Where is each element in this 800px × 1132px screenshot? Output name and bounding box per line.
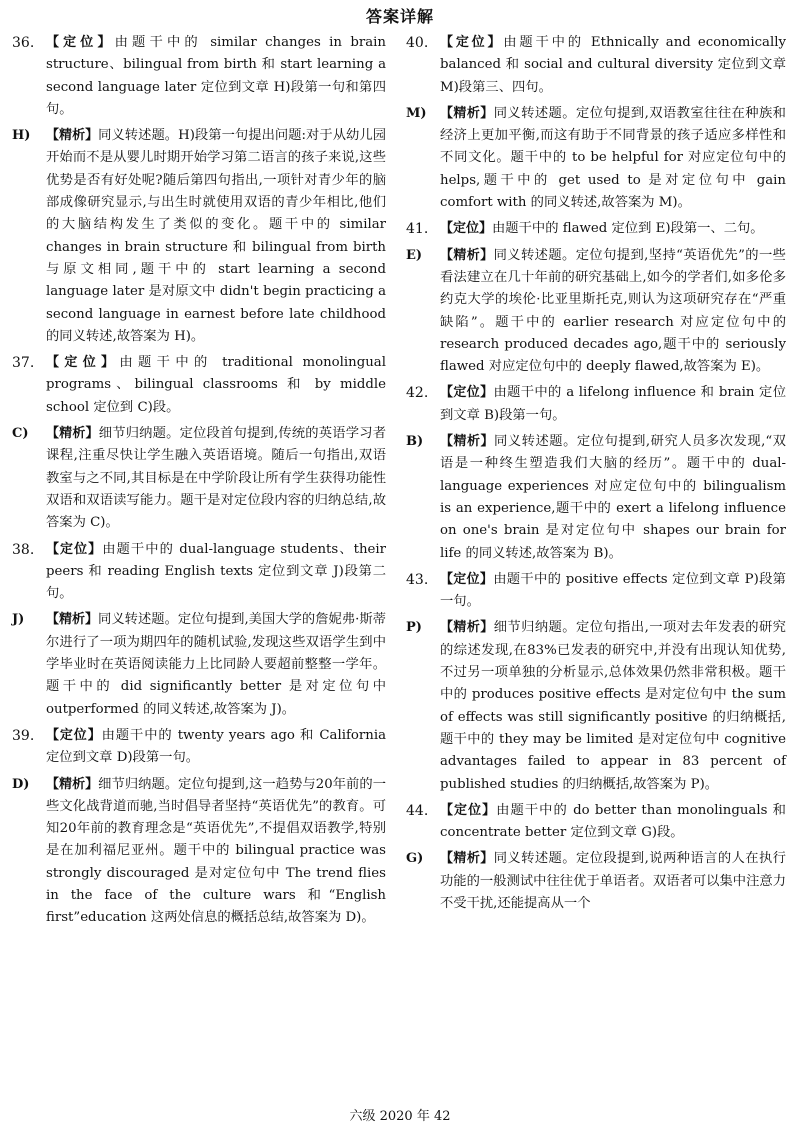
locate-tag: 【定位】 [440,35,504,50]
locate-tag: 【定位】 [440,385,494,401]
answer-entry [12,725,386,770]
entry-text: 细节归纳题。定位句提到,这一趋势与20年前的一些文化战背道而驰,当时倡导者坚持“英语优先”的教育。可知20年前的教育理念是“英语优先”,不提倡双语教学,特别是在加利福尼亚州。题干中的 bilingual practice was strongly discouraged 是对定位句中 The trend flies in the face of the culture wars 和“English first”education 这两处信息的概括总结,故答案为 D)。 [46,776,386,926]
page-title: 答案详解 [365,7,434,26]
question-number: 43. [406,571,429,588]
answer-entry [12,352,386,419]
answer-entry [406,218,786,240]
left-column [12,32,386,934]
question-number: 41. [406,221,429,238]
question-number: 44. [406,802,429,819]
analysis-tag: 【精析】 [440,620,494,636]
answer-entry [406,245,786,379]
answer-entry [406,617,786,795]
entry-text: 由题干中的 twenty years ago 和 California 定位到文章 D)段第一句。 [46,727,386,766]
answer-entry [12,125,386,348]
question-number: 39. [12,727,35,744]
analysis-tag: 【精析】 [46,128,99,144]
entry-text: 同义转述题。定位句提到,坚持“英语优先”的一些看法建立在几十年前的研究基础上,如今的学者们,如多伦多约克大学的埃伦·比亚里斯托克,则认为这项研究存在“严重缺陷”。题干中的 earlier research 对应定位句中的 research produced decades ago,题干中的 seriously flawed 对应定位句中的 deeply flawed,故答案为 E)。 [440,247,786,375]
answer-entry [12,609,386,720]
answer-letter: B) [406,434,424,450]
entry-text: 由题干中的 flawed 定位到 E)段第一、二句。 [492,221,764,237]
entry-text: 细节归纳题。定位段首句提到,传统的英语学习者课程,注重尽快让学生融入英语语境。随后一句指出,双语教室与之不同,其目标是在中学阶段让所有学生获得功能性双语和双语读写能力。题干是对定位段内容的归纳总结,故答案为 C)。 [46,426,386,531]
answer-entry [12,423,386,534]
entry-text: 由题干中的 positive effects 定位到文章 P)段第一句。 [440,571,786,610]
locate-tag: 【定位】 [46,727,102,743]
analysis-tag: 【精析】 [46,426,99,442]
entry-text: 细节归纳题。定位句指出,一项对去年发表的研究的综述发现,在83%已发表的研究中,并没有出现认知优势,不过另一项单独的分析显示,总体效果仍然非常积极。题干中的 produces positive effects 是对定位句中 the sum of effects was still significantly positive 的归纳概括,题干中的 they may be limited 是对定位句中 cognitive advantages failed to appear in 83 percent of published studies 的归纳概括,故答案为 P)。 [440,620,786,792]
answer-letter: C) [12,426,29,442]
entry-text: 由题干中的 a lifelong influence 和 brain 定位到文章 B)段第一句。 [440,385,786,423]
answer-letter: P) [406,620,422,636]
locate-tag: 【定位】 [440,221,493,237]
entry-text: 同义转述题。定位句提到,美国大学的詹妮弗·斯蒂尔进行了一项为期四年的随机试验,发现这些双语学生到中学毕业时在英语阅读能力上比同龄人要超前整整一学年。题干中的 did significantly better 是对定位句中 outperformed 的同义转述,故答案为 J)。 [46,612,386,717]
entry-text: 同义转述题。定位句提到,双语教室往往在种族和经济上更加平衡,而这有助于不同背景的孩子适应多样性和不同文化。题干中的 to be helpful for 对应定位句中的 helps,题干中的 get used to 是对定位句中 gain comfort with 的同义转述,故答案为 M)。 [440,105,786,211]
question-number: 40. [406,35,429,51]
answer-entry [12,774,386,930]
analysis-tag: 【精析】 [440,851,494,867]
question-number: 37. [12,355,35,372]
analysis-tag: 【精析】 [440,434,495,450]
locate-tag: 【定位】 [46,35,115,50]
entry-text: 由题干中的 Ethnically and economically balanced 和 social and cultural diversity 定位到文章 M)段第三、四句。 [440,35,786,95]
answer-entry [12,539,386,606]
analysis-tag: 【精析】 [440,247,494,263]
answer-letter: G) [406,851,424,867]
entry-text: 由题干中的 dual-language students、their peers 和 reading English texts 定位到文章 J)段第二句。 [46,541,386,602]
entry-text: 由题干中的 traditional monolingual programs、bilingual classrooms 和 by middle school 定位到 C)段。 [46,355,386,415]
page-footer: 六级 2020 年 42 [349,1109,451,1124]
answer-entry [406,800,786,845]
answer-letter: M) [406,105,427,121]
locate-tag: 【定位】 [46,541,103,557]
answer-letter: D) [12,776,30,792]
analysis-tag: 【精析】 [46,612,99,628]
answer-entry [406,848,786,915]
answer-entry [406,431,786,565]
answer-letter: H) [12,128,31,144]
question-number: 36. [12,35,35,51]
answer-entry [406,32,786,99]
locate-tag: 【定位】 [440,802,497,818]
entry-text: 同义转述题。H)段第一句提出问题:对于从幼儿园开始而不是从婴儿时期开始学习第二语言的孩子来说,这些优势是否有好处呢?随后第四句指出,一项针对青少年的脑部成像研究显示,与出生时就使用双语的青少年相比,他们的大脑结构发生了类似的变化。题干中的 similar changes in brain structure 和 bilingual from birth 与原文相同,题干中的 start learning a second language later 是对原文中 didn't begin practicing a second language in earnest before late childhood 的同义转述,故答案为 H)。 [46,128,386,344]
entry-text: 由题干中的 similar changes in brain structure、bilingual from birth 和 start learning a second language later 定位到文章 H)段第一句和第四句。 [46,35,386,117]
answer-entry [406,569,786,614]
entry-text: 同义转述题。定位段提到,说两种语言的人在执行功能的一般测试中往往优于单语者。双语者可以集中注意力不受干扰,还能提高从一个 [440,851,786,911]
right-column [406,32,786,919]
answer-entry [406,382,786,427]
locate-tag: 【定位】 [440,571,494,587]
locate-tag: 【定位】 [46,355,120,371]
entry-text: 同义转述题。定位句提到,研究人员多次发现,“双语是一种终生塑造我们大脑的经历”。题干中的 dual-language experiences 对应定位句中的 bilingualism is an experience,题干中的 exert a lifelong influence on one's brain 是对定位句中 shapes our brain for life 的同义转述,故答案为 B)。 [440,434,786,561]
question-number: 42. [406,385,429,402]
entry-text: 由题干中的 do better than monolinguals 和 concentrate better 定位到文章 G)段。 [440,802,786,841]
answer-entry [406,103,786,214]
answer-entry [12,32,386,121]
answer-letter: J) [12,612,25,628]
analysis-tag: 【精析】 [46,776,99,792]
answer-letter: E) [406,247,423,263]
analysis-tag: 【精析】 [440,105,494,121]
question-number: 38. [12,541,35,558]
